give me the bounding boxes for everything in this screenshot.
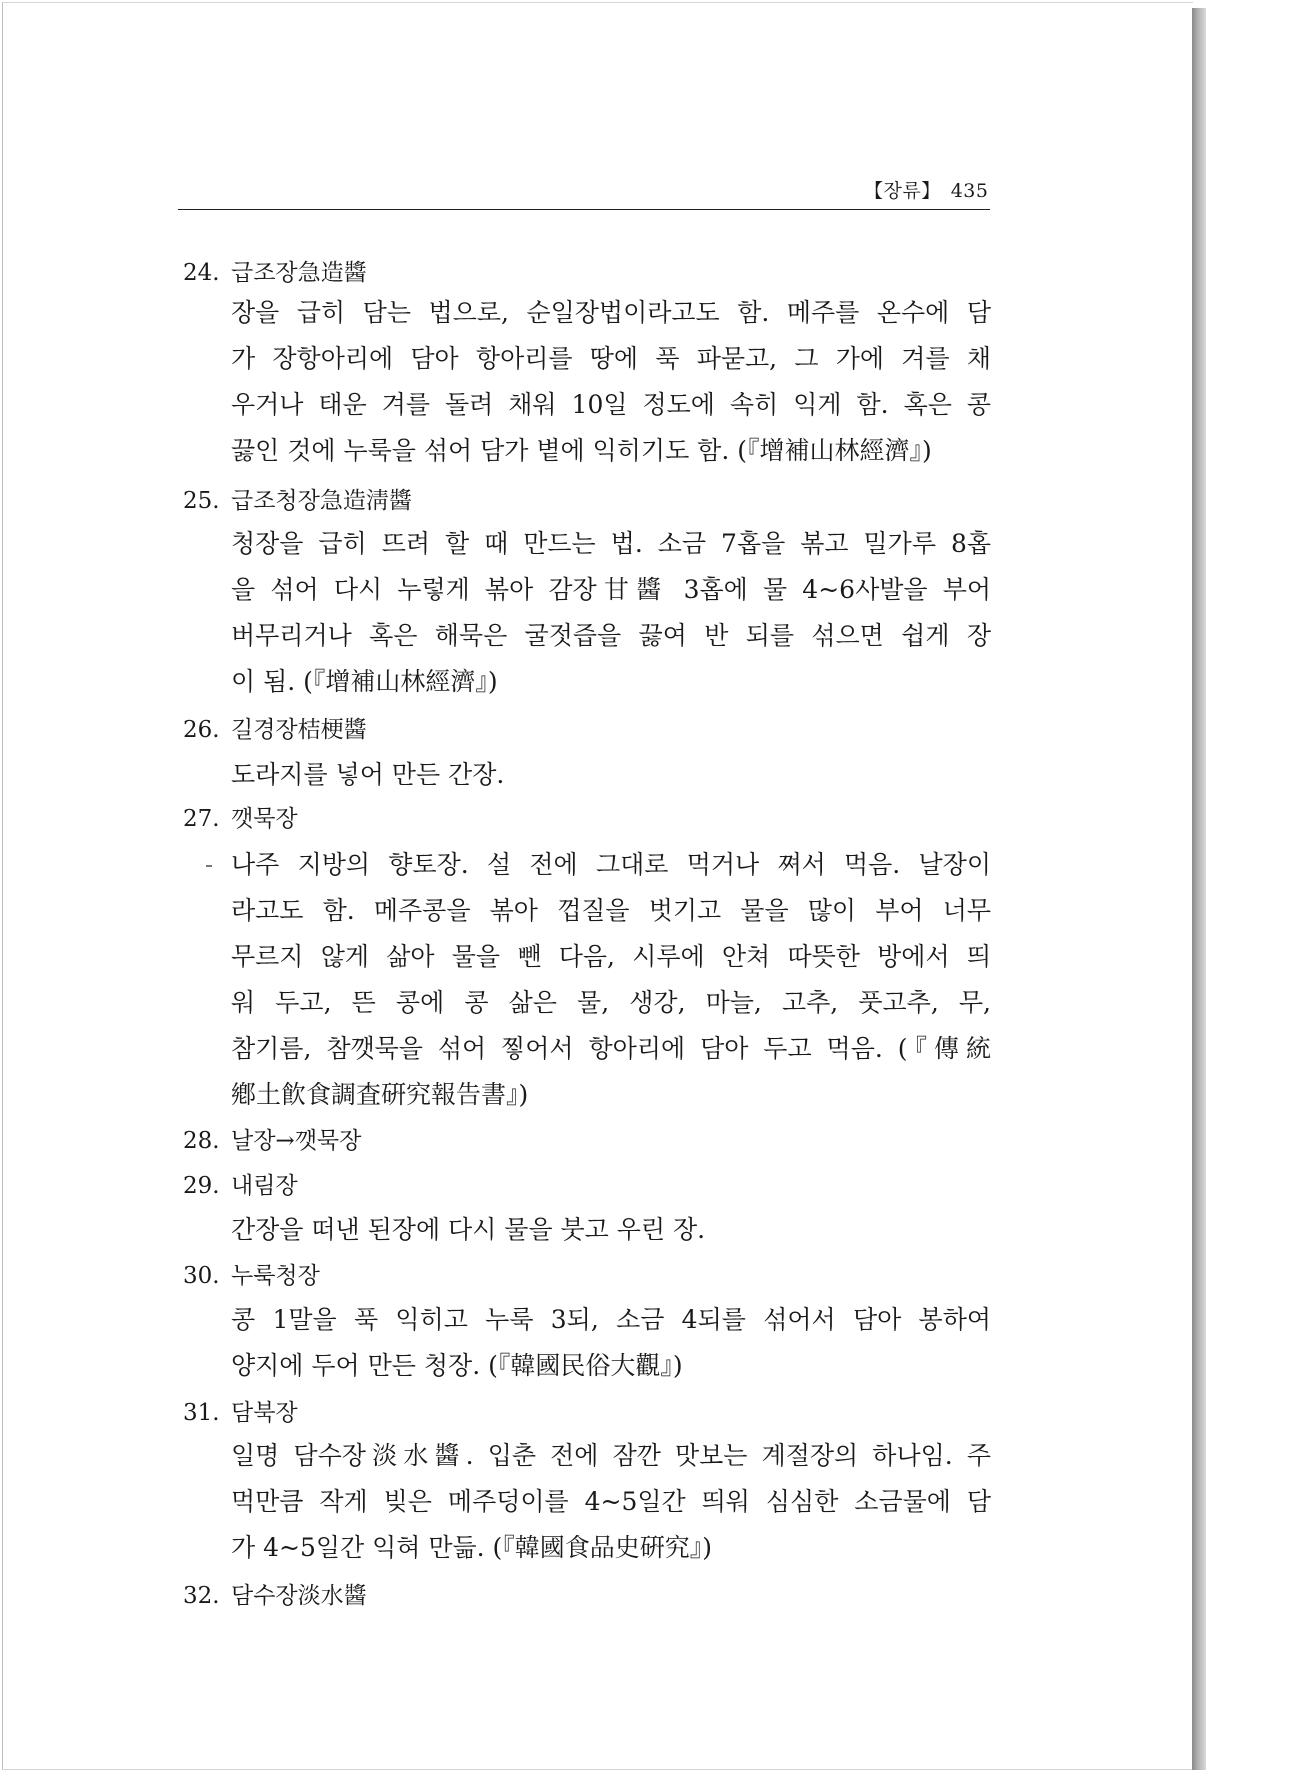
- entry-29-heading: [183, 1167, 298, 1200]
- entry-number: 29.: [183, 1173, 220, 1199]
- entry-30-heading: [183, 1257, 320, 1290]
- page-number: 435: [950, 180, 989, 202]
- entry-25-line-3: 버무리거나 혹은 해묵은 굴젓즙을 끓여 반 되를 섞으면 쉽게 장: [231, 621, 991, 650]
- page-edge-shadow: [1192, 8, 1206, 1770]
- entry-27-line-2: 라고도 함. 메주콩을 볶아 껍질을 벗기고 물을 많이 부어 너무: [231, 896, 991, 925]
- entry-number: 30.: [183, 1263, 220, 1289]
- entry-28-heading: [183, 1122, 361, 1155]
- entry-25-line-1: 청장을 급히 뜨려 할 때 만드는 법. 소금 7홉을 볶고 밀가루 8홉: [231, 529, 991, 558]
- entry-27-line-1: 나주 지방의 향토장. 설 전에 그대로 먹거나 쪄서 먹음. 날장이: [231, 850, 991, 879]
- entry-29-line-1: 간장을 떠낸 된장에 다시 물을 붓고 우린 장.: [231, 1215, 706, 1244]
- entry-27-line-3: 무르지 않게 삶아 물을 뺀 다음, 시루에 안쳐 따뜻한 방에서 띄: [231, 942, 991, 971]
- entry-24-line-2: 가 장항아리에 담아 항아리를 땅에 푹 파묻고, 그 가에 겨를 채: [231, 344, 991, 373]
- entry-number: 32.: [183, 1583, 220, 1609]
- header-rule: [178, 209, 990, 210]
- entry-title: 급조장急造醬: [231, 260, 367, 286]
- entry-25-heading: [183, 482, 412, 515]
- entry-title: 누룩청장: [231, 1263, 320, 1289]
- entry-title: 담수장淡水醬: [231, 1583, 367, 1609]
- entry-number: 26.: [183, 717, 220, 743]
- entry-title: 깻묵장: [231, 806, 298, 832]
- entry-32-heading: [183, 1577, 367, 1610]
- entry-26-line-1: 도라지를 넣어 만든 간장.: [231, 760, 505, 789]
- entry-25-line-2: 을 섞어 다시 누렇게 볶아 감장甘醬 3홉에 물 4~6사발을 부어: [231, 575, 991, 604]
- entry-title: 내림장: [231, 1173, 298, 1199]
- entry-24-line-3: 우거나 태운 겨를 돌려 채워 10일 정도에 속히 익게 함. 혹은 콩: [231, 390, 991, 419]
- entry-27-line-6: 鄕土飮食調査硏究報告書』): [231, 1080, 529, 1109]
- entry-number: 25.: [183, 488, 220, 514]
- entry-title: 길경장桔梗醬: [231, 717, 367, 743]
- entry-31-heading: [183, 1394, 298, 1427]
- running-header: [864, 176, 988, 203]
- entry-27-line-4: 워 두고, 뜬 콩에 콩 삶은 물, 생강, 마늘, 고추, 풋고추, 무,: [231, 988, 991, 1017]
- entry-number: 24.: [183, 260, 220, 286]
- entry-number: 27.: [183, 806, 220, 832]
- entry-title: 날장→깻묵장: [231, 1128, 362, 1154]
- entry-24-line-1: 장을 급히 담는 법으로, 순일장법이라고도 함. 메주를 온수에 담: [231, 298, 991, 327]
- entry-title: 급조청장急造淸醬: [231, 488, 412, 514]
- entry-26-heading: [183, 711, 367, 744]
- margin-mark: [206, 865, 212, 867]
- entry-title: 담북장: [231, 1400, 298, 1426]
- entry-27-line-5: 참기름, 참깻묵을 섞어 찧어서 항아리에 담아 두고 먹음. (『傳統: [231, 1034, 991, 1063]
- entry-27-heading: [183, 800, 298, 833]
- entry-31-line-1: 일명 담수장淡水醬. 입춘 전에 잠깐 맛보는 계절장의 하나임. 주: [231, 1441, 991, 1470]
- entry-24-line-4: 끓인 것에 누룩을 섞어 담가 볕에 익히기도 함. (『增補山林經濟』): [231, 436, 932, 465]
- entry-25-line-4: 이 됨. (『增補山林經濟』): [231, 667, 498, 696]
- entry-30-line-1: 콩 1말을 푹 익히고 누룩 3되, 소금 4되를 섞어서 담아 봉하여: [231, 1305, 991, 1334]
- entry-number: 31.: [183, 1400, 220, 1426]
- entry-31-line-3: 가 4~5일간 익혀 만듦. (『韓國食品史硏究』): [231, 1533, 713, 1562]
- entry-24-heading: [183, 254, 367, 287]
- entry-30-line-2: 양지에 두어 만든 청장. (『韓國民俗大觀』): [231, 1351, 683, 1380]
- entry-number: 28.: [183, 1128, 220, 1154]
- header-section: 【장류】: [864, 180, 941, 202]
- entry-31-line-2: 먹만큼 작게 빚은 메주덩이를 4~5일간 띄워 심심한 소금물에 담: [231, 1487, 991, 1516]
